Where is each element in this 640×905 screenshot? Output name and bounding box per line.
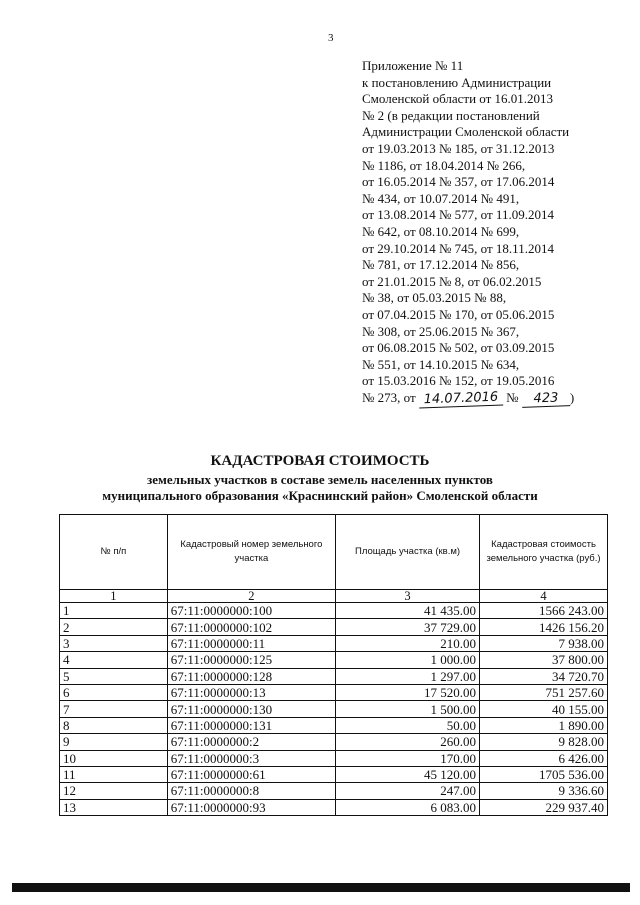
appendix-line: № 551, от 14.10.2015 № 634, <box>362 356 520 372</box>
table-row <box>60 684 608 700</box>
cell-cadastral-number: 67:11:0000000:2 <box>167 734 335 750</box>
appendix-line: № 781, от 17.12.2014 № 856, <box>362 257 520 273</box>
cell-cadastral-value: 751 257.60 <box>480 684 608 700</box>
header-row-number: № п/п <box>60 515 168 590</box>
cell-cadastral-value: 1566 243.00 <box>480 603 608 619</box>
appendix-line: № 38, от 05.03.2015 № 88, <box>362 290 507 306</box>
table-row <box>60 766 608 782</box>
bottom-scan-bar <box>12 883 630 892</box>
header-area: Площадь участка (кв.м) <box>336 515 480 590</box>
cell-cadastral-number: 67:11:0000000:131 <box>167 717 335 733</box>
cell-area: 170.00 <box>336 750 480 766</box>
appendix-line: № 308, от 25.06.2015 № 367, <box>362 323 520 339</box>
column-index: 1 <box>60 590 168 603</box>
cell-cadastral-value: 229 937.40 <box>480 799 608 815</box>
cell-row-number: 11 <box>60 766 168 782</box>
cell-cadastral-number: 67:11:0000000:61 <box>167 766 335 782</box>
document-subtitle-2: муниципального образования «Краснинский район» Смоленской области <box>102 488 538 503</box>
cell-area: 17 520.00 <box>336 684 480 700</box>
document-subtitle-1: земельных участков в составе земель населенных пунктов <box>147 472 493 487</box>
cell-area: 41 435.00 <box>336 603 480 619</box>
header-cadastral-value: Кадастровая стоимость земельного участка (руб.) <box>480 515 608 590</box>
closing-paren: ) <box>569 389 575 405</box>
cell-cadastral-value: 34 720.70 <box>480 668 608 684</box>
column-index: 3 <box>336 590 480 603</box>
column-index: 2 <box>167 590 335 603</box>
cell-row-number: 4 <box>60 652 168 668</box>
handwritten-number: 423 <box>522 391 570 408</box>
table-row <box>60 734 608 750</box>
appendix-line: от 13.08.2014 № 577, от 11.09.2014 <box>362 207 554 223</box>
appendix-line: от 16.05.2014 № 357, от 17.06.2014 <box>362 174 555 190</box>
cell-cadastral-number: 67:11:0000000:8 <box>167 783 335 799</box>
cell-cadastral-value: 7 938.00 <box>480 635 608 651</box>
cell-cadastral-number: 67:11:0000000:11 <box>167 635 335 651</box>
cell-cadastral-value: 9 828.00 <box>480 734 608 750</box>
cell-row-number: 3 <box>60 635 168 651</box>
cell-area: 247.00 <box>336 783 480 799</box>
table-row <box>60 635 608 651</box>
cell-row-number: 10 <box>60 750 168 766</box>
cell-cadastral-value: 1 890.00 <box>480 717 608 733</box>
appendix-line: от 19.03.2013 № 185, от 31.12.2013 <box>362 140 555 156</box>
table-header-row <box>60 515 608 590</box>
cell-cadastral-number: 67:11:0000000:3 <box>167 750 335 766</box>
cell-cadastral-number: 67:11:0000000:130 <box>167 701 335 717</box>
cell-row-number: 7 <box>60 701 168 717</box>
cell-cadastral-number: 67:11:0000000:125 <box>167 652 335 668</box>
table-row <box>60 783 608 799</box>
cell-row-number: 8 <box>60 717 168 733</box>
cell-cadastral-value: 40 155.00 <box>480 701 608 717</box>
table-column-index-row <box>60 590 608 603</box>
cell-area: 45 120.00 <box>336 766 480 782</box>
cell-area: 1 000.00 <box>336 652 480 668</box>
appendix-lines <box>362 58 632 390</box>
table-row <box>60 750 608 766</box>
appendix-line: Приложение № 11 <box>362 58 464 73</box>
table-body <box>60 603 608 816</box>
cell-area: 1 500.00 <box>336 701 480 717</box>
cell-row-number: 9 <box>60 734 168 750</box>
appendix-line: Смоленской области от 16.01.2013 <box>362 91 554 107</box>
cell-cadastral-value: 1426 156.20 <box>480 619 608 635</box>
cell-row-number: 13 <box>60 799 168 815</box>
cell-cadastral-number: 67:11:0000000:102 <box>167 619 335 635</box>
table-row <box>60 619 608 635</box>
appendix-line: от 07.04.2015 № 170, от 05.06.2015 <box>362 306 555 322</box>
appendix-line: Администрации Смоленской области <box>362 124 570 140</box>
cell-area: 210.00 <box>336 635 480 651</box>
table-row <box>60 668 608 684</box>
cell-row-number: 5 <box>60 668 168 684</box>
handwritten-date: 14.07.2016 <box>419 390 503 408</box>
cell-cadastral-value: 37 800.00 <box>480 652 608 668</box>
table-row <box>60 701 608 717</box>
appendix-line: от 06.08.2015 № 502, от 03.09.2015 <box>362 340 555 356</box>
cell-cadastral-value: 9 336.60 <box>480 783 608 799</box>
cell-cadastral-number: 67:11:0000000:13 <box>167 684 335 700</box>
appendix-line: к постановлению Администрации <box>362 74 552 90</box>
page-number: 3 <box>328 32 334 44</box>
appendix-line: № 434, от 10.07.2014 № 491, <box>362 190 520 206</box>
cadastral-value-table <box>59 514 608 816</box>
appendix-line: от 15.03.2016 № 152, от 19.05.2016 <box>362 373 555 389</box>
column-index: 4 <box>480 590 608 603</box>
cell-area: 1 297.00 <box>336 668 480 684</box>
appendix-last-line <box>362 390 632 407</box>
appendix-line: № 1186, от 18.04.2014 № 266, <box>362 157 526 173</box>
cell-cadastral-number: 67:11:0000000:128 <box>167 668 335 684</box>
cell-row-number: 12 <box>60 783 168 799</box>
cell-area: 260.00 <box>336 734 480 750</box>
document-title: КАДАСТРОВАЯ СТОИМОСТЬ <box>210 453 430 469</box>
cell-area: 6 083.00 <box>336 799 480 815</box>
cell-cadastral-value: 1705 536.00 <box>480 766 608 782</box>
appendix-line: от 29.10.2014 № 745, от 18.11.2014 <box>362 240 554 256</box>
cell-cadastral-number: 67:11:0000000:93 <box>167 799 335 815</box>
header-cadastral-number: Кадастровый номер земельного участка <box>167 515 335 590</box>
number-sign: № <box>506 389 519 405</box>
appendix-last-line-prefix: № 273, от <box>362 389 416 405</box>
cell-row-number: 2 <box>60 619 168 635</box>
cell-row-number: 1 <box>60 603 168 619</box>
appendix-line: № 642, от 08.10.2014 № 699, <box>362 223 520 239</box>
table-row <box>60 652 608 668</box>
appendix-line: от 21.01.2015 № 8, от 06.02.2015 <box>362 273 542 289</box>
cell-area: 50.00 <box>336 717 480 733</box>
table-row <box>60 799 608 815</box>
cell-area: 37 729.00 <box>336 619 480 635</box>
table-row <box>60 603 608 619</box>
cell-cadastral-number: 67:11:0000000:100 <box>167 603 335 619</box>
table-row <box>60 717 608 733</box>
cell-row-number: 6 <box>60 684 168 700</box>
cell-cadastral-value: 6 426.00 <box>480 750 608 766</box>
appendix-block <box>362 58 632 407</box>
appendix-line: № 2 (в редакции постановлений <box>362 107 540 123</box>
